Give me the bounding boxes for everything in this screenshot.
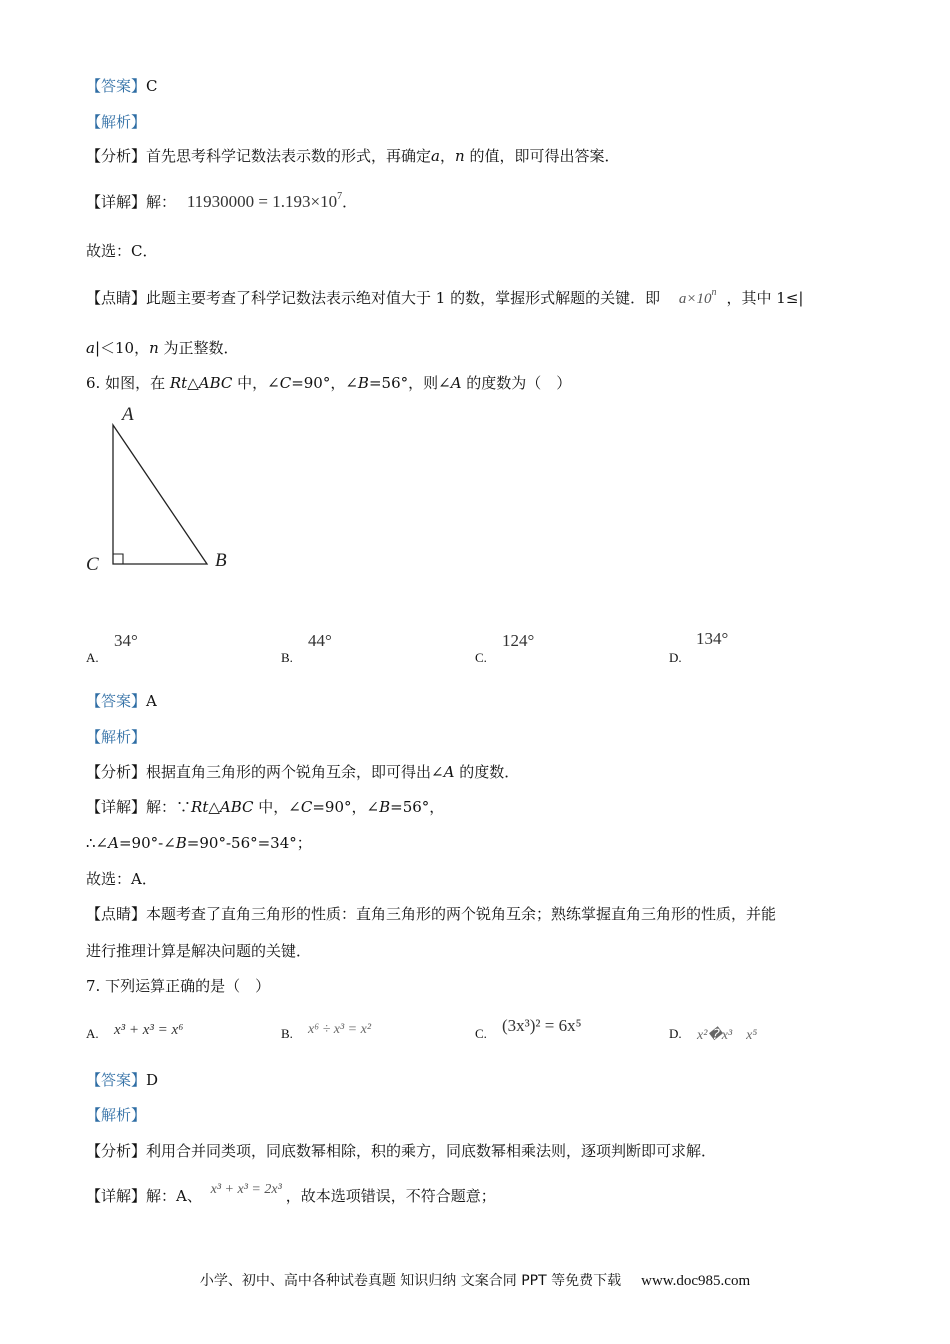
- q7-analysis-header: 【解析】: [86, 1106, 147, 1124]
- q6-detail: 【详解】解：∵Rt△ABC 中，∠C=90°，∠B=56°，: [86, 798, 445, 816]
- q6-question: 6. 如图，在 Rt△ABC 中，∠C=90°，∠B=56°，则∠A 的度数为（ ）: [86, 374, 572, 392]
- q5-choice: 故选：C．: [86, 242, 158, 260]
- q5-detail: 【详解】解： $11930000 = 1.193\times 10^7$．: [86, 191, 358, 211]
- q5-fenxi: 【分析】首先思考科学记数法表示数的形式，再确定a，n 的值，即可得出答案．: [86, 147, 620, 165]
- vertex-label-b: B: [215, 550, 227, 571]
- q7-detail-formula: x³ + x³ = 2x³: [210, 1182, 282, 1197]
- q5-comment-line2: a|＜10，n 为正整数．: [86, 339, 239, 357]
- q7-fenxi: 【分析】利用合并同类项，同底数幂相除，积的乘方，同底数幂相乘法则，逐项判断即可求解．: [86, 1142, 717, 1160]
- q6-therefore: ∴∠A=90°-∠B=90°-56°=34°；: [86, 834, 312, 852]
- footer-url[interactable]: www.doc985.com: [641, 1273, 751, 1289]
- q7-answer: 【答案】D: [86, 1071, 159, 1089]
- q5-analysis-header: 【解析】: [86, 113, 147, 131]
- page-footer: [0, 1270, 950, 1290]
- q6-choice: 故选：A．: [86, 870, 157, 888]
- triangle-abc: [113, 425, 207, 564]
- q7-detail: 【详解】解：A、 x³ + x³ = 2x³ ，故本选项错误，不符合题意；: [86, 1182, 496, 1205]
- q6-triangle-figure: [80, 400, 240, 580]
- q7-question: 7. 下列运算正确的是（ ）: [86, 977, 271, 995]
- q6-comment: 【点睛】本题考查了直角三角形的性质：直角三角形的两个锐角互余；熟练掌握直角三角形的性质，并能: [86, 905, 777, 923]
- q6-fenxi: 【分析】根据直角三角形的两个锐角互余，即可得出∠A 的度数．: [86, 763, 520, 781]
- q5-comment: 【点睛】此题主要考查了科学记数法表示绝对值大于 1 的数，掌握形式解题的关键．即 $a\times 10^n$ ，其中 1≤|: [86, 287, 804, 307]
- q6-analysis-header: 【解析】: [86, 728, 147, 746]
- footer-text: 小学、初中、高中各种试卷真题 知识归纳 文案合同 PPT 等免费下载: [199, 1273, 622, 1289]
- right-angle-mark: [113, 554, 123, 564]
- q6-answer: 【答案】A: [86, 692, 157, 710]
- vertex-label-a: A: [122, 404, 134, 425]
- q6-comment-line2: 进行推理计算是解决问题的关键．: [86, 942, 312, 960]
- vertex-label-c: C: [86, 554, 99, 575]
- q5-detail-formula: $11930000 = 1.193\times 10^7$: [186, 191, 343, 211]
- q5-answer: 【答案】C: [86, 77, 158, 95]
- q5-comment-formula: $a\times 10^n$: [678, 287, 717, 307]
